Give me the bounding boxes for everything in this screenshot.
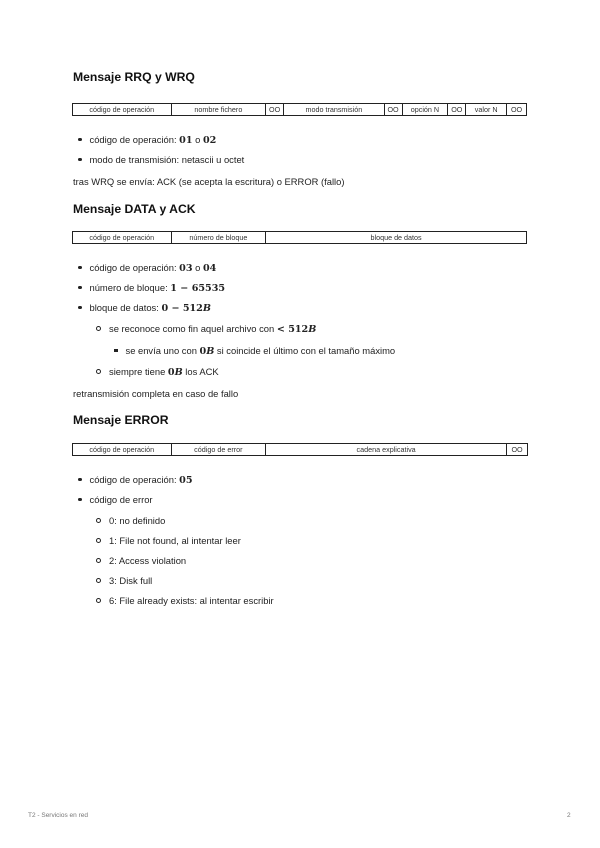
math-value: 01 — [179, 135, 193, 146]
circle-bullet-icon — [96, 518, 101, 523]
list-item-text: si coincide el último con el tamaño máximo — [214, 345, 396, 356]
list-item-text: se envía uno con — [125, 345, 200, 356]
list-item — [78, 134, 216, 147]
bullet-icon — [78, 498, 82, 502]
bullet-icon — [78, 306, 82, 310]
bullet-icon — [78, 266, 82, 270]
field-opcode: código de operación — [73, 232, 172, 243]
list-item — [96, 555, 186, 567]
math-value: 03 — [179, 263, 193, 274]
list-item — [96, 575, 152, 587]
field-error-message: cadena explicativa — [266, 444, 507, 455]
list-item-text: o — [192, 262, 203, 273]
list-item-text: 1: File not found, al intentar leer — [109, 535, 241, 546]
circle-bullet-icon — [96, 326, 101, 331]
list-item-text: código de operación: — [89, 134, 180, 145]
list-item-text: siempre tiene — [109, 366, 168, 377]
list-item — [78, 302, 211, 315]
list-item-text: 6: File already exists: al intentar escribir — [109, 595, 274, 606]
page-number: 2 — [567, 812, 571, 819]
list-item-text: bloque de datos: — [89, 302, 162, 313]
math-value: < 512 — [276, 324, 309, 335]
paragraph: retransmisión completa en caso de fallo — [73, 388, 239, 399]
field-zero-byte: OO — [448, 104, 466, 115]
field-block-number: número de bloque — [172, 232, 267, 243]
list-item-text: código de error — [89, 494, 153, 505]
field-data-block: bloque de datos — [370, 233, 422, 242]
list-item — [96, 535, 241, 547]
field-zero-byte: OO — [385, 104, 403, 115]
math-value: B — [308, 324, 317, 335]
math-value: 1 − 65535 — [170, 283, 226, 294]
bullet-icon — [78, 138, 82, 142]
field-zero-byte: OO — [266, 104, 284, 115]
field-value-n: valor N — [466, 104, 507, 115]
packet-format-data-ack — [72, 231, 527, 244]
field-opcode: código de operación — [73, 444, 172, 455]
list-item-text: 0: no definido — [109, 515, 166, 526]
list-item — [78, 154, 244, 166]
list-item-text: modo de transmisión: netascii u octet — [89, 154, 245, 165]
section-title-data-ack: Mensaje DATA y ACK — [73, 202, 196, 216]
list-item-text: número de bloque: — [89, 282, 171, 293]
circle-bullet-icon — [96, 558, 101, 563]
circle-bullet-icon — [96, 369, 101, 374]
field-filename: nombre fichero — [172, 104, 267, 115]
bullet-icon — [78, 158, 82, 162]
square-bullet-icon — [114, 349, 118, 353]
math-value: 0 — [167, 367, 175, 378]
list-item-text: código de operación: — [89, 474, 180, 485]
section-title-rrq-wrq: Mensaje RRQ y WRQ — [73, 70, 195, 84]
math-value: 0 — [199, 346, 207, 357]
math-value: 04 — [202, 263, 217, 274]
list-item — [96, 366, 219, 379]
field-opcode: código de operación — [73, 104, 172, 115]
math-value: 02 — [202, 135, 217, 146]
list-item-text: se reconoce como fin aquel archivo con — [109, 323, 277, 334]
math-value: B — [202, 303, 211, 314]
list-item — [78, 474, 193, 487]
list-item — [78, 282, 225, 295]
packet-format-error — [72, 443, 528, 456]
section-title-error: Mensaje ERROR — [73, 413, 169, 427]
list-item-text: 3: Disk full — [109, 575, 153, 586]
list-item-text: los ACK — [182, 366, 219, 377]
list-item — [78, 262, 216, 275]
field-mode: modo transmisión — [284, 104, 385, 115]
footer-text: T2 - Servicios en red — [28, 812, 88, 819]
math-value: B — [174, 367, 183, 378]
math-value: B — [206, 346, 215, 357]
list-item-text: 2: Access violation — [109, 555, 187, 566]
circle-bullet-icon — [96, 578, 101, 583]
math-value: 05 — [179, 475, 193, 486]
paragraph: tras WRQ se envía: ACK (se acepta la escritura) o ERROR (fallo) — [73, 176, 345, 187]
bullet-icon — [78, 478, 82, 482]
field-option-n: opción N — [403, 104, 449, 115]
list-item-text: código de operación: — [89, 262, 180, 273]
bullet-icon — [78, 286, 82, 290]
field-zero-byte: OO — [511, 445, 523, 454]
math-value: 0 − 512 — [161, 303, 203, 314]
packet-format-rrq-wrq — [72, 103, 527, 116]
list-item-text: o — [192, 134, 203, 145]
list-item — [114, 345, 395, 358]
circle-bullet-icon — [96, 538, 101, 543]
circle-bullet-icon — [96, 598, 101, 603]
list-item — [96, 595, 274, 607]
list-item — [78, 494, 153, 506]
list-item — [96, 323, 316, 336]
list-item — [96, 515, 165, 527]
field-error-code: código de error — [172, 444, 267, 455]
field-zero-byte: OO — [510, 105, 523, 114]
